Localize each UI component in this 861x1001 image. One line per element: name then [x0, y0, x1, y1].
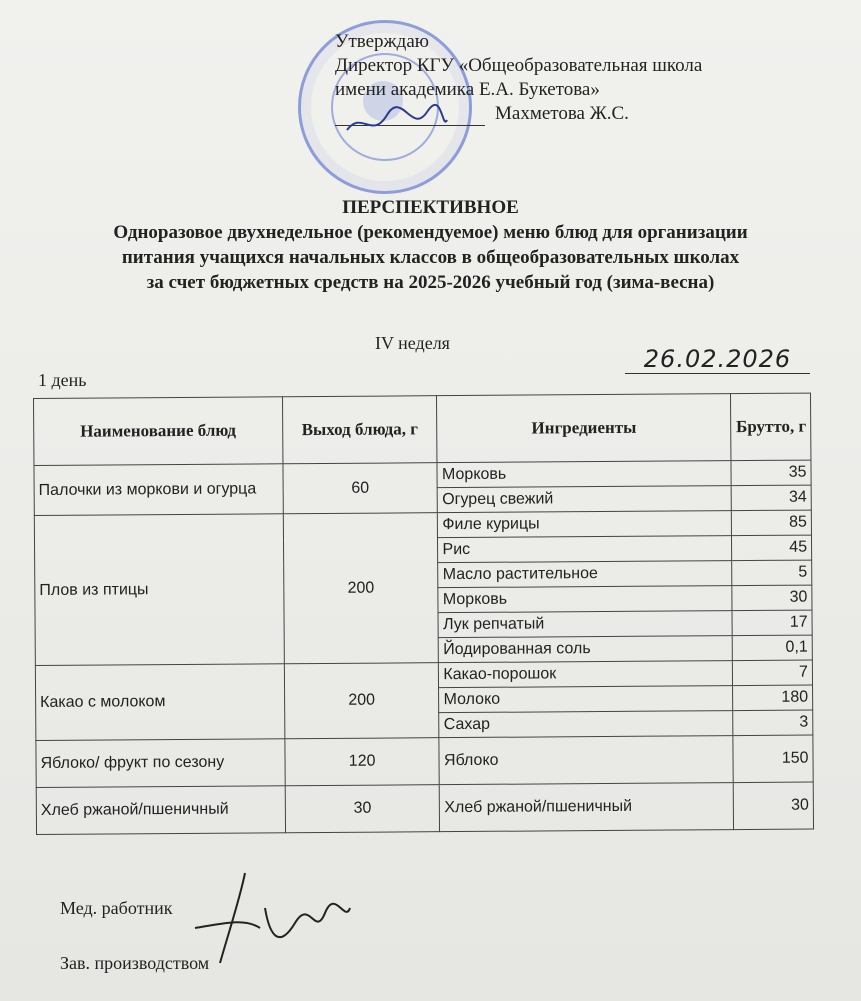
ingredient-name: Морковь — [438, 586, 732, 613]
dish-name: Палочки из моркови и огурца — [34, 464, 283, 516]
day-label: 1 день — [38, 370, 87, 390]
ingredient-gross: 0,1 — [732, 635, 812, 661]
ingredient-name: Молоко — [439, 686, 733, 713]
footer-med-worker: Мед. работник — [60, 898, 173, 918]
table-row — [36, 782, 813, 834]
ingredient-gross: 85 — [731, 510, 811, 536]
ingredient-gross: 150 — [733, 735, 813, 783]
document-title: ПЕРСПЕКТИВНОЕ — [342, 197, 519, 218]
dish-yield: 200 — [284, 663, 439, 739]
ingredient-gross: 180 — [733, 685, 813, 711]
ingredient-gross: 17 — [732, 610, 812, 636]
approval-line-2: Директор КГУ «Общеобразовательная школа — [335, 55, 703, 76]
handwritten-date: 26.02.2026 — [625, 345, 810, 374]
ingredient-name: Яблоко — [439, 736, 733, 785]
ingredient-gross: 30 — [733, 782, 813, 830]
approval-line-1: Утверждаю — [335, 31, 429, 52]
dish-name: Яблоко/ фрукт по сезону — [36, 739, 285, 788]
header-dish: Наименование блюд — [34, 397, 283, 466]
dish-name: Какао с молоком — [35, 664, 284, 741]
subtitle-line-2: питания учащихся начальных классов в общеобразовательных школах — [121, 247, 740, 268]
header-yield: Выход блюда, г — [282, 396, 437, 464]
ingredient-name: Масло растительное — [438, 561, 732, 588]
approval-line-3: имени академика Е.А. Букетова» — [335, 79, 600, 100]
dish-yield: 30 — [285, 785, 440, 833]
footer-signature — [185, 868, 355, 968]
table-row — [36, 735, 813, 787]
ingredient-gross: 30 — [732, 585, 812, 611]
ingredient-name: Йодированная соль — [439, 636, 733, 663]
subtitle-line-1: Одноразовое двухнедельное (рекомендуемое) меню блюд для организации — [113, 222, 748, 243]
dish-name: Хлеб ржаной/пшеничный — [36, 786, 285, 835]
dish-yield: 200 — [283, 513, 439, 664]
ingredient-gross: 34 — [731, 485, 811, 511]
week-label: IV неделя — [375, 333, 450, 353]
table-header-row — [34, 393, 811, 465]
dish-yield: 60 — [283, 463, 438, 514]
ingredient-name: Хлеб ржаной/пшеничный — [440, 783, 734, 832]
ingredient-name: Лук репчатый — [438, 611, 732, 638]
ingredient-gross: 45 — [731, 535, 811, 561]
ingredient-gross: 5 — [732, 560, 812, 586]
document-subtitle — [10, 220, 851, 295]
ingredient-name: Рис — [438, 536, 732, 563]
dish-yield: 120 — [285, 738, 440, 786]
ingredient-gross: 7 — [732, 660, 812, 686]
ingredient-name: Какао-порошок — [439, 661, 733, 688]
header-ingredients: Ингредиенты — [437, 394, 731, 463]
approval-signer: Махметова Ж.С. — [495, 103, 629, 124]
ingredient-name: Сахар — [439, 711, 733, 738]
menu-table — [33, 393, 814, 835]
footer-production-head: Зав. производством — [60, 953, 210, 973]
header-gross: Брутто, г — [731, 393, 811, 461]
ingredient-name: Морковь — [437, 461, 731, 488]
ingredient-gross: 3 — [733, 710, 813, 736]
director-signature — [342, 100, 452, 145]
ingredient-name: Филе курицы — [438, 511, 732, 538]
ingredient-name: Огурец свежий — [438, 486, 732, 513]
dish-name: Плов из птицы — [34, 514, 284, 666]
ingredient-gross: 35 — [731, 460, 811, 486]
subtitle-line-3: за счет бюджетных средств на 2025-2026 учебный год (зима-весна) — [146, 272, 715, 293]
